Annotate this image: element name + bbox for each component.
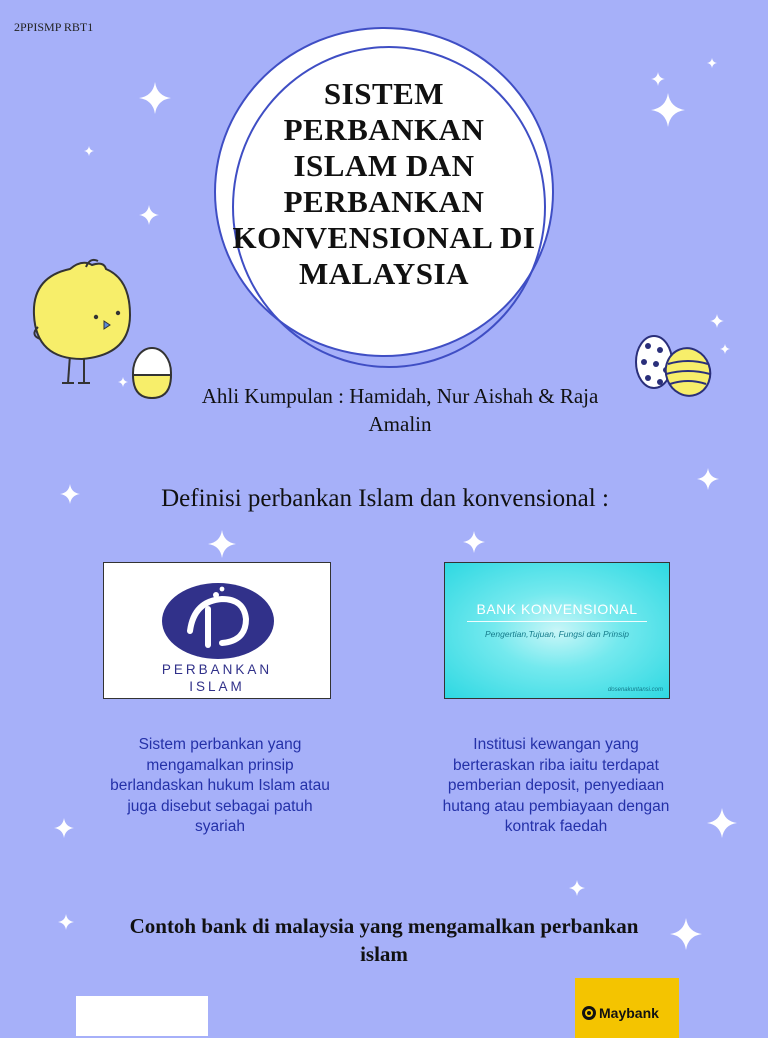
bank-konvensional-description: Institusi kewangan yang berteraskan riba iaitu terdapat pemberian deposit, penyediaan hutang atau pembiayaan dengan kontrak faedah: [442, 736, 670, 835]
perbankan-islam-description: Sistem perbankan yang mengamalkan prinsip berlandaskan hukum Islam atau juga disebut sebagai patuh syariah: [110, 736, 330, 835]
chick-icon: [34, 260, 130, 383]
bank-konvensional-title: BANK KONVENSIONAL: [476, 601, 638, 617]
sparkle-icon: [710, 314, 724, 328]
sparkle-icon: [720, 344, 730, 354]
chick-illustration: [26, 255, 176, 400]
bank-logo-card: [76, 996, 208, 1036]
divider: [467, 621, 647, 622]
watermark: dosenakuntansi.com: [607, 687, 663, 693]
sparkle-icon: [118, 377, 128, 387]
maybank-label: Maybank: [599, 1005, 659, 1021]
maybank-logo: [575, 978, 679, 1038]
maybank-tiger-icon: [581, 1005, 597, 1021]
sparkle-icon: [651, 72, 665, 86]
definition-heading: Definisi perbankan Islam dan konvensional :: [161, 485, 609, 512]
group-members: Ahli Kumpulan : Hamidah, Nur Aishah & Raja Amalin: [201, 384, 599, 436]
page-title: SISTEM PERBANKAN ISLAM DAN PERBANKAN KONVENSIONAL DI MALAYSIA: [232, 76, 536, 291]
sparkle-icon: [463, 531, 485, 553]
sparkle-icon: [208, 530, 236, 558]
example-heading: Contoh bank di malaysia yang mengamalkan perbankan islam: [129, 914, 639, 966]
sparkle-icon: [651, 93, 685, 127]
sparkle-icon: [707, 808, 737, 838]
sparkle-icon: [139, 82, 171, 114]
document-code: 2PPISMP RBT1: [14, 20, 94, 34]
bank-konvensional-card: [444, 562, 670, 699]
perbankan-islam-card: [103, 562, 331, 699]
perbankan-islam-logo-text: PERBANKAN ISLAM: [161, 662, 273, 694]
sparkle-icon: [54, 818, 74, 838]
sparkle-icon: [139, 205, 159, 225]
sparkle-icon: [84, 146, 94, 156]
bank-konvensional-subtitle: Pengertian,Tujuan, Fungsi dan Prinsip: [485, 629, 629, 639]
perbankan-islam-logo: [160, 579, 276, 661]
sparkle-icon: [707, 58, 717, 68]
sparkle-icon: [569, 880, 585, 896]
